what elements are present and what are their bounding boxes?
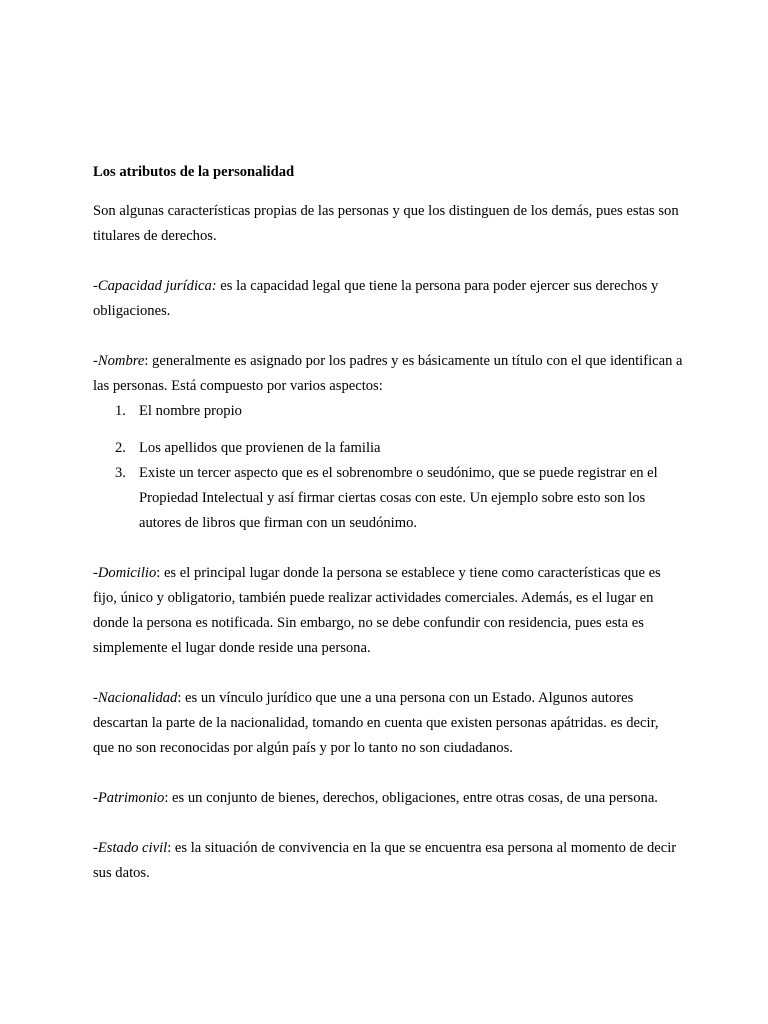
domicilio-term: Domicilio: [97, 565, 157, 581]
estado-civil-text: : es la situación de convivencia en la que se encuentra esa persona al momento de decir sus datos.: [93, 840, 677, 881]
estado-civil-term: Estado civil: [97, 840, 168, 856]
domicilio-text: : es el principal lugar donde la persona se establece y tiene como características que es fijo, único y obligatorio, también puede realizar actividades comerciales. Además, es el lugar en donde la persona es notificada. Sin embargo, no se debe confundir con residencia, pues esta es simplemente el lugar donde reside una persona.: [93, 565, 661, 656]
list-item-number: 2.: [115, 440, 126, 456]
capacidad-term: Capacidad jurídica:: [97, 278, 217, 294]
capacidad-prefix: -: [93, 278, 98, 294]
list-item: [93, 399, 683, 424]
nacionalidad-paragraph: [93, 686, 683, 761]
estado-civil-prefix: -: [93, 840, 98, 856]
patrimonio-paragraph: [93, 786, 683, 811]
nombre-aspects-list: [93, 399, 683, 536]
nacionalidad-prefix: -: [93, 690, 98, 706]
estado-civil-paragraph: [93, 836, 683, 886]
list-item-number: 3.: [115, 465, 126, 481]
document-title: Los atributos de la personalidad: [93, 164, 295, 180]
patrimonio-term: Patrimonio: [97, 790, 165, 806]
list-item-number: 1.: [115, 403, 126, 419]
nombre-paragraph: [93, 349, 683, 399]
nacionalidad-term: Nacionalidad: [97, 690, 178, 706]
nombre-term: Nombre: [97, 353, 145, 369]
list-item-text: Existe un tercer aspecto que es el sobrenombre o seudónimo, que se puede registrar en el Propiedad Intelectual y así firmar ciertas cosas con este. Un ejemplo sobre esto son los autores de libros que firman con un seudónimo.: [139, 465, 658, 531]
capacidad-text: es la capacidad legal que tiene la persona para poder ejercer sus derechos y obligaciones.: [93, 278, 659, 319]
list-item: [93, 436, 683, 461]
intro-paragraph: Son algunas características propias de las personas y que los distinguen de los demás, pues estas son titulares de derechos.: [93, 203, 679, 244]
list-item-text: El nombre propio: [139, 403, 242, 419]
domicilio-paragraph: [93, 561, 683, 661]
nombre-text: : generalmente es asignado por los padres y es básicamente un título con el que identifican a las personas. Está compuesto por varios aspectos:: [93, 353, 683, 394]
nombre-prefix: -: [93, 353, 98, 369]
document-page: [93, 160, 683, 886]
domicilio-prefix: -: [93, 565, 98, 581]
nacionalidad-text: : es un vínculo jurídico que une a una persona con un Estado. Algunos autores descartan la parte de la nacionalidad, tomando en cuenta que existen personas apátridas. es decir, que no son reconocidas por algún país y por lo tanto no son ciudadanos.: [93, 690, 659, 756]
patrimonio-prefix: -: [93, 790, 98, 806]
list-item-text: Los apellidos que provienen de la familia: [139, 440, 381, 456]
patrimonio-text: : es un conjunto de bienes, derechos, obligaciones, entre otras cosas, de una persona.: [164, 790, 658, 806]
list-item: [93, 461, 683, 536]
capacidad-paragraph: [93, 274, 683, 324]
